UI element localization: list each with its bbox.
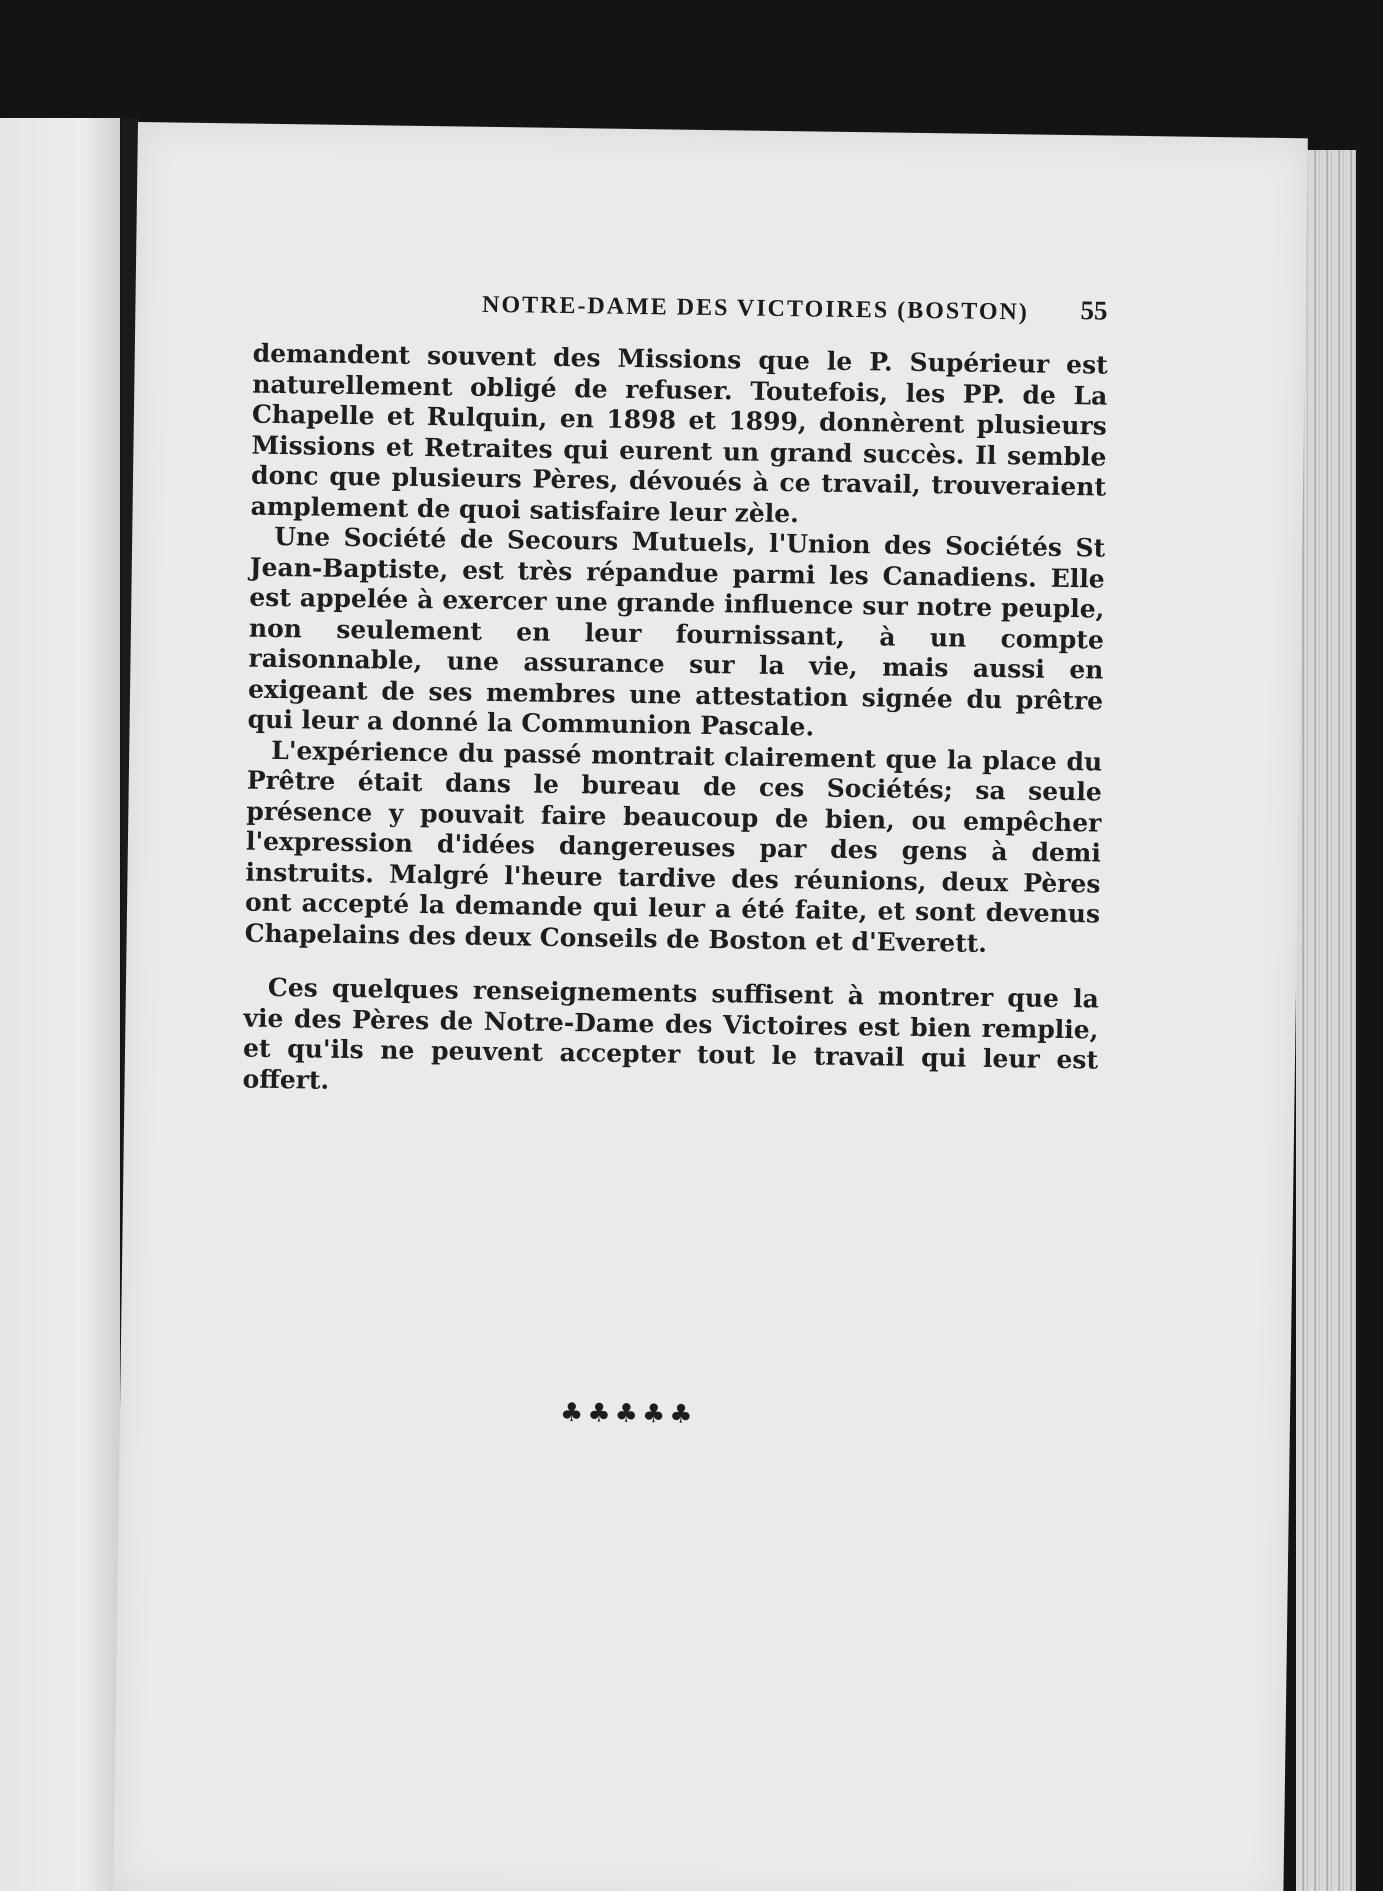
paragraph-societe: Une Société de Secours Mutuels, l'Union des Sociétés St Jean-Baptiste, est très répandue parmi les Canadiens. Elle est appelée à exercer une grande influence sur notre peuple, non seulement en leur fournissant, à un compte raisonnable, une assurance sur la vie, mais aussi en exigeant de ses membres une attestation signée du prêtre qui leur a donné la Communion Pascale. — [247, 521, 1106, 742]
book-page — [113, 122, 1308, 1891]
page-body — [242, 339, 1107, 1107]
section-end-ornament: ♣♣♣♣♣ — [559, 1398, 697, 1430]
paragraph-conclusion: Ces quelques renseignements suffisent à montrer que la vie des Pères de Notre-Dame des Victoires est bien remplie, et qu'ils ne peuvent accepter tout le travail qui leur est offert. — [242, 972, 1100, 1095]
paragraph-experience: L'expérience du passé montrait clairement que la place du Prêtre était dans le bureau de ces Sociétés; sa seule présence y pouvait faire beaucoup de bien, ou empêcher l'expression d'idées dangereuses par des gens à demi instruits. Malgré l'heure tardive des réunions, deux Pères ont accepté la demande qui leur a été faite, et sont devenus Chapelains des deux Conseils de Boston et d'Everett. — [244, 735, 1103, 958]
running-title: NOTRE-DAME DES VICTOIRES (BOSTON) — [481, 291, 1029, 326]
left-page-margin — [0, 118, 120, 1891]
page-stack-edge — [1296, 150, 1356, 1891]
page-number: 55 — [1080, 295, 1108, 326]
paragraph-continuation: demandent souvent des Missions que le P. Supérieur est naturellement obligé de refuser. Toutefois, les PP. de La Chapelle et Rulquin, en 1898 et 1899, donnèrent plusieurs Missions et Retraites qui eurent un grand succès. Il semble donc que plusieurs Pères, dévoués à ce travail, trouveraient amplement de quoi satisfaire leur zèle. — [250, 338, 1108, 528]
